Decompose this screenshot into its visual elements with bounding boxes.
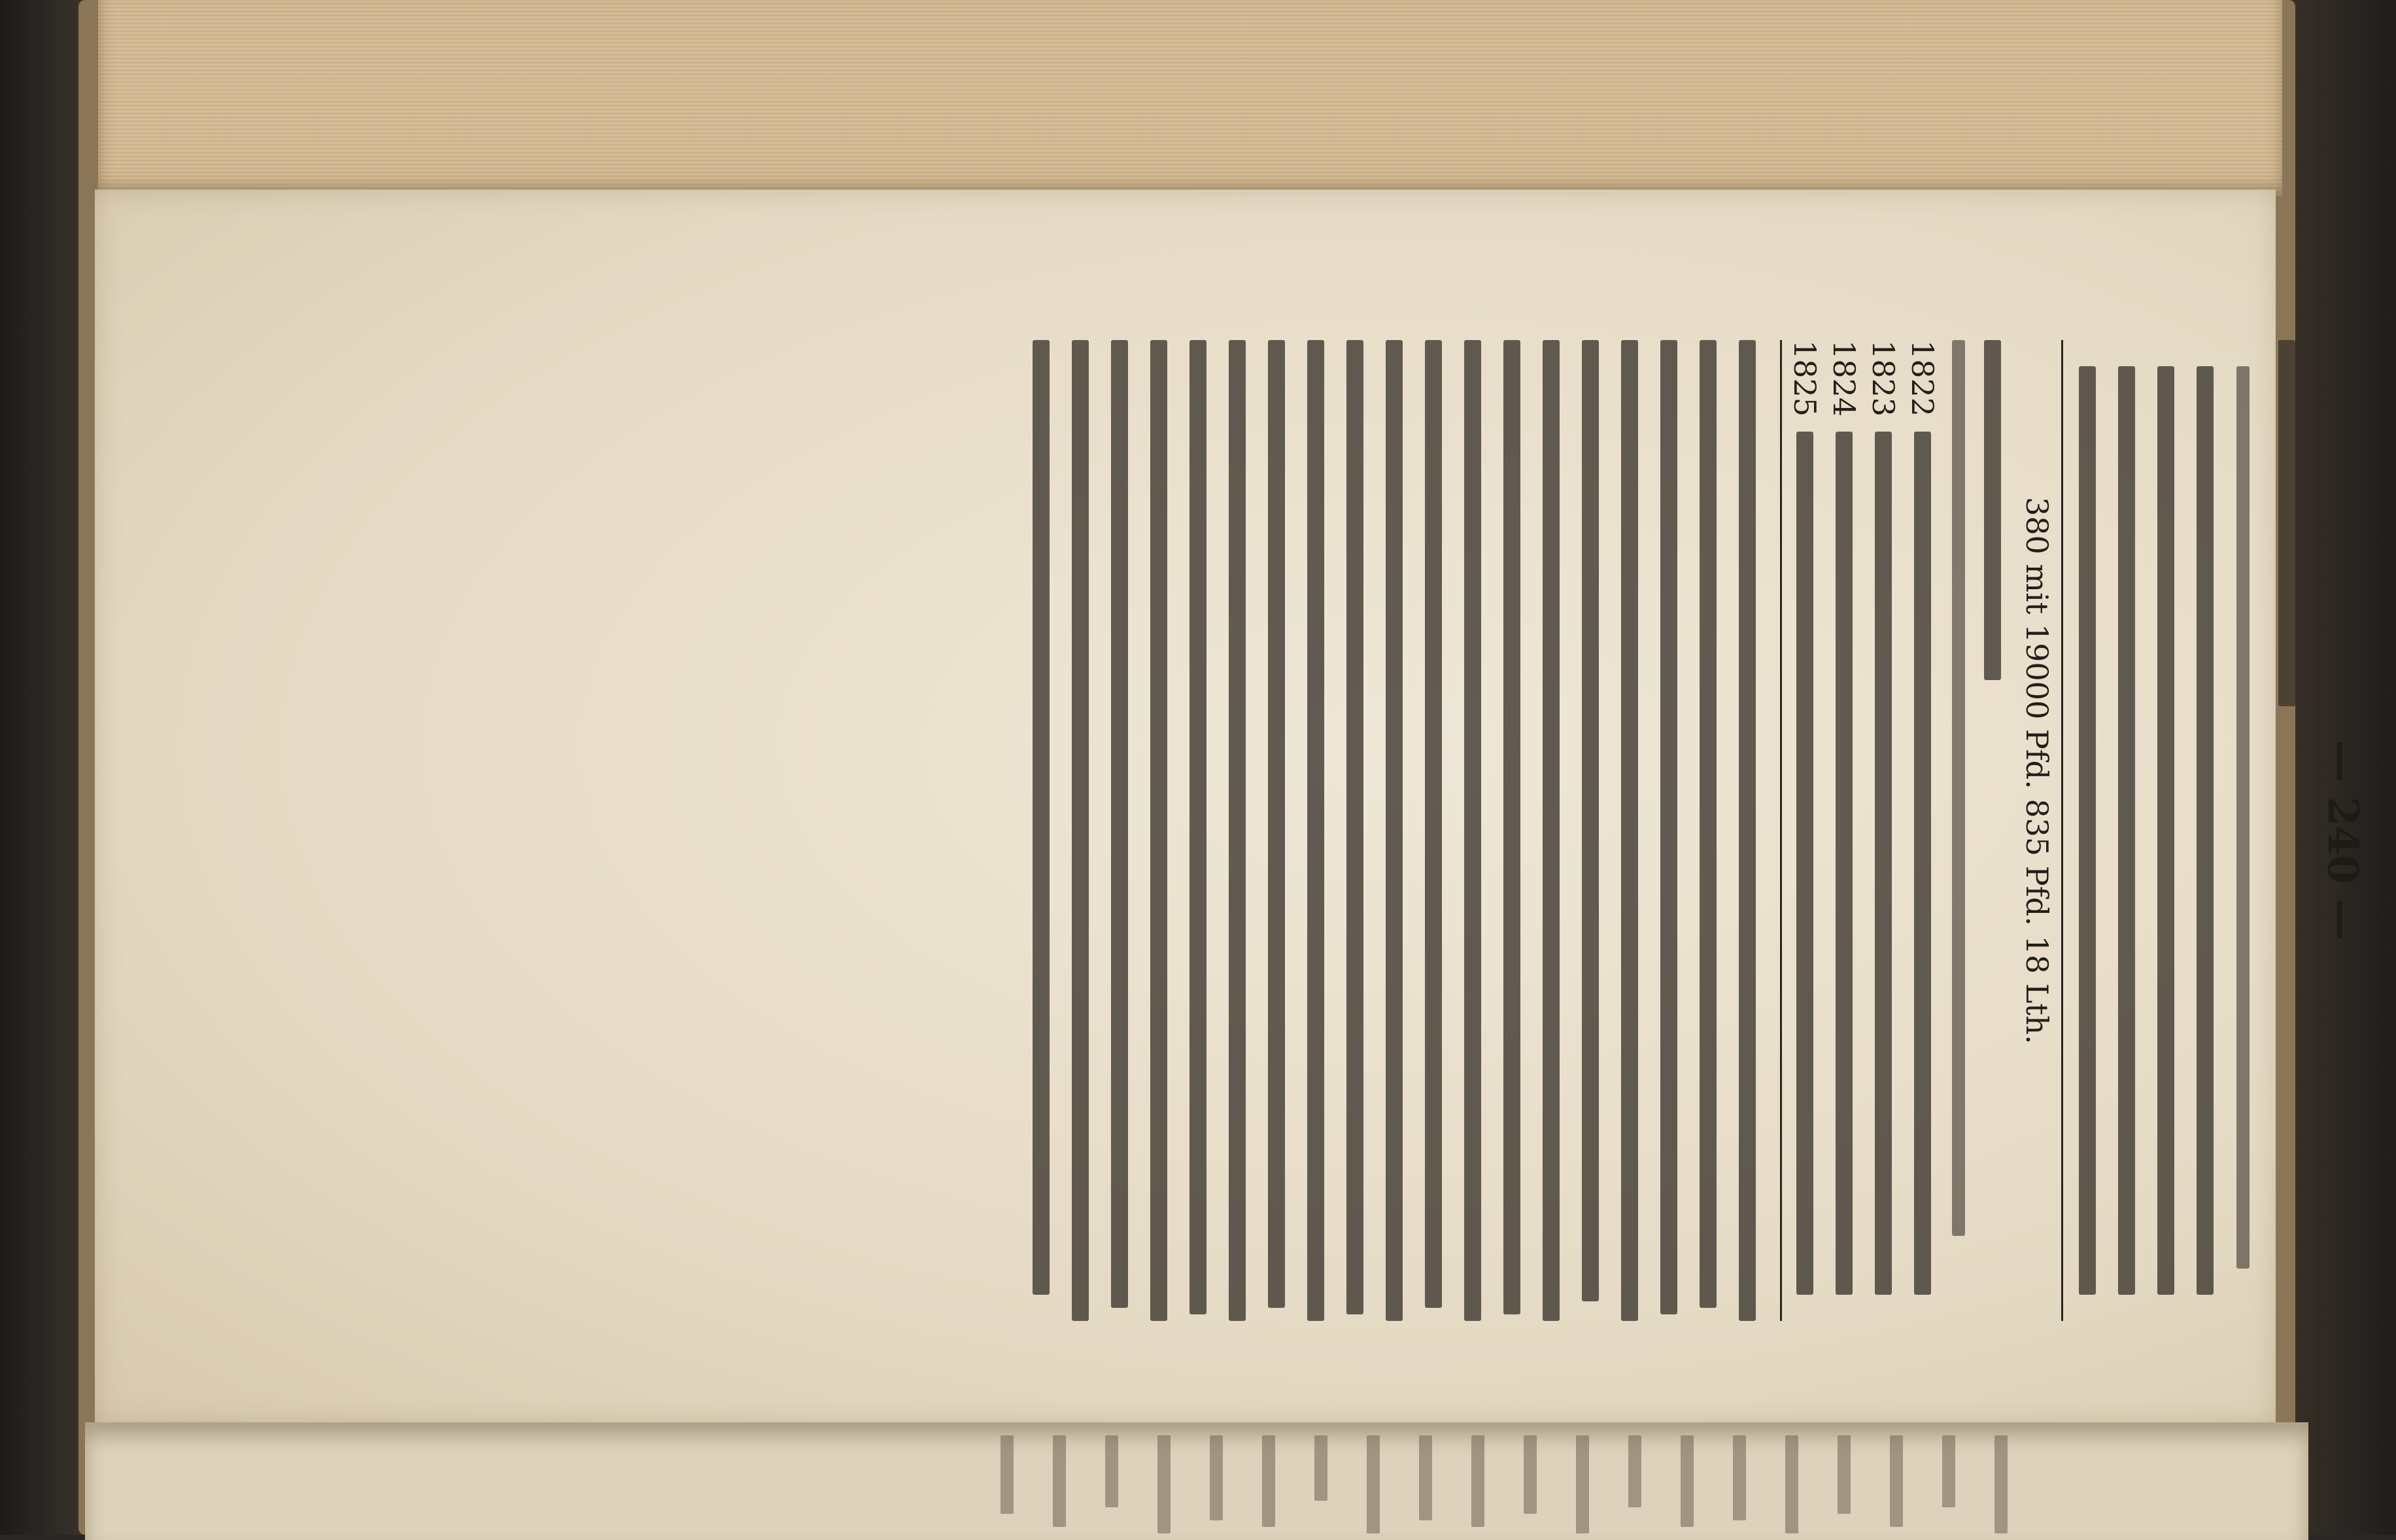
text-line <box>1268 340 1285 1308</box>
text-line <box>1150 340 1167 1321</box>
table-row <box>2079 366 2096 1295</box>
table-year-1825: 1825 <box>1787 340 1823 417</box>
table-rule <box>1780 340 1782 1321</box>
text-line <box>1739 340 1756 1321</box>
table-rule <box>2061 340 2063 1321</box>
table-row <box>2197 366 2214 1295</box>
page-number: — 240 — <box>2318 740 2367 941</box>
table-row <box>1836 432 1853 1295</box>
page-block-edge <box>98 0 2282 196</box>
text-line <box>2278 340 2295 706</box>
text-line <box>1072 340 1089 1321</box>
text-line <box>1307 340 1324 1321</box>
table-header <box>1952 340 1965 1236</box>
table-year-1822: 1822 <box>1905 340 1940 417</box>
table-header <box>2236 366 2250 1269</box>
text-line <box>1984 340 2001 680</box>
page-text <box>667 340 2367 1341</box>
facing-page-text <box>1001 1429 2243 1533</box>
table-row <box>1914 432 1931 1295</box>
table-row <box>1875 432 1892 1295</box>
table-row <box>2118 366 2135 1295</box>
table-year-1823: 1823 <box>1866 340 1901 417</box>
table-year-1824: 1824 <box>1826 340 1862 417</box>
text-line <box>1660 340 1677 1314</box>
background-left <box>0 0 92 1535</box>
text-line <box>1346 340 1363 1314</box>
text-line <box>1425 340 1442 1308</box>
text-line <box>1543 340 1560 1321</box>
text-line <box>1464 340 1481 1321</box>
text-line <box>1229 340 1246 1321</box>
text-line <box>1700 340 1717 1308</box>
table-sum: 380 mit 19000 Pfd. 835 Pfd. 18 Lth. <box>2019 497 2055 1045</box>
text-line <box>1189 340 1207 1314</box>
table-row <box>2157 366 2174 1295</box>
text-line <box>1033 340 1050 1295</box>
text-line <box>1621 340 1638 1321</box>
text-line <box>1111 340 1128 1308</box>
text-line <box>1582 340 1599 1301</box>
text-line <box>1386 340 1403 1321</box>
table-row <box>1796 432 1813 1295</box>
text-line <box>1503 340 1520 1314</box>
